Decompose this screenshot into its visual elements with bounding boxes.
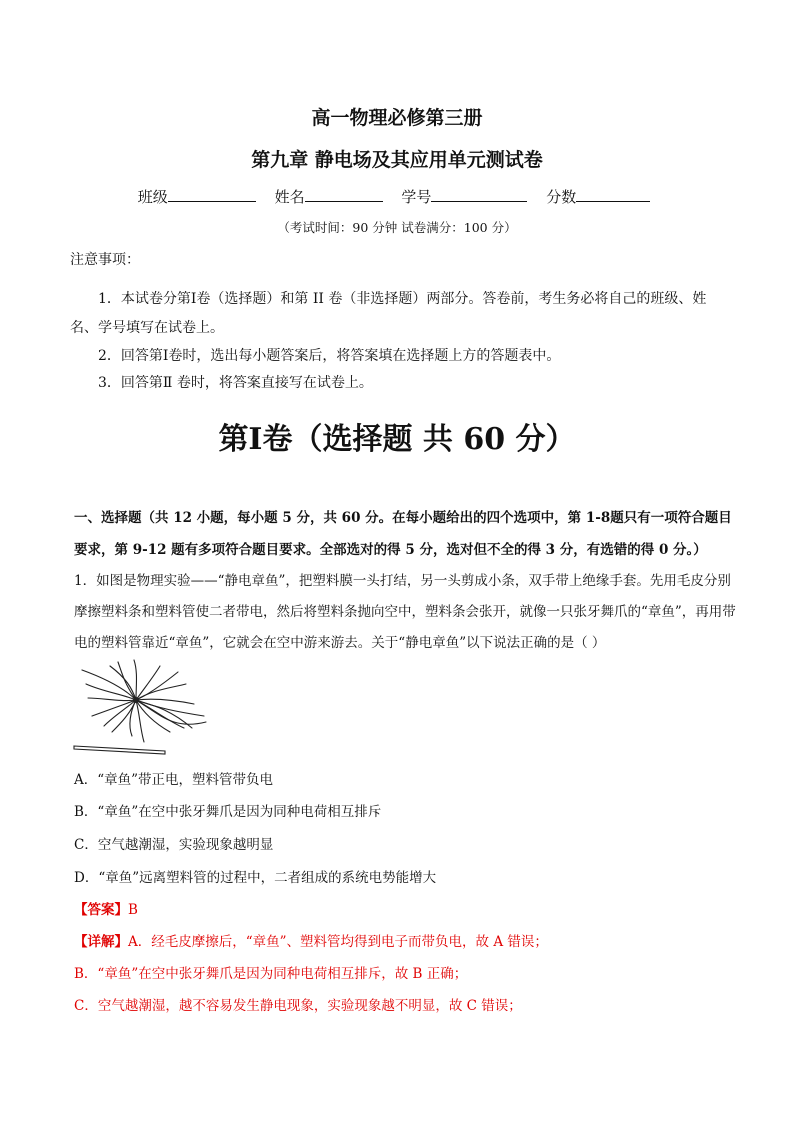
question-1-stem: 1．如图是物理实验——“静电章鱼”，把塑料膜一头打结，另一头剪成小条，双手带上绝缘手套。先用毛皮分别摩擦塑料条和塑料管使二者带电，然后将塑料条抛向空中，塑料条会张开，就像一只张牙舞爪的“章鱼”，再用带电的塑料管靠近“章鱼”，它就会在空中游来游去。关于“静电章鱼”以下说法正确的是（ ）: [74, 573, 736, 651]
option-a: A．“章鱼”带正电，塑料管带负电: [74, 772, 274, 788]
student-id-label: 学号: [401, 188, 432, 206]
note-item-1: 1．本试卷分第Ⅰ卷（选择题）和第 II 卷（非选择题）两部分。答卷前，考生务必将自己的班级、姓名、学号填写在试卷上。: [70, 291, 707, 336]
score-field[interactable]: [576, 186, 650, 202]
notes-heading: 注意事项：: [70, 252, 140, 268]
exam-info: （考试时间：90 分钟 试卷满分：100 分）: [277, 220, 517, 235]
explanation-a: A．经毛皮摩擦后，“章鱼”、塑料管均得到电子而带负电，故 A 错误；: [128, 934, 548, 950]
explanation-c: C．空气越潮湿，越不容易发生静电现象，实验现象越不明显，故 C 错误；: [74, 998, 522, 1014]
plastic-tube-figure: [72, 742, 172, 756]
answer-line: [74, 898, 138, 918]
student-info-fields: [0, 186, 794, 207]
answer-value: B: [128, 902, 138, 918]
answer-label: 【答案】: [74, 902, 128, 918]
explanation-label: 【详解】: [74, 934, 128, 950]
note-item-2: 2．回答第Ⅰ卷时，选出每小题答案后，将答案填在选择题上方的答题表中。: [98, 348, 561, 364]
explanation-b: B．“章鱼”在空中张牙舞爪是因为同种电荷相互排斥，故 B 正确；: [74, 966, 468, 982]
option-c: C．空气越潮湿，实验现象越明显: [74, 837, 274, 853]
section-heading: 一、选择题（共 12 小题，每小题 5 分，共 60 分。在每小题给出的四个选项中，第 1-8题只有一项符合题目要求，第 9-12 题有多项符合题目要求。全部选对的得 5 分，选对但不全的得 3 分，有选错的得 0 分。）: [74, 510, 732, 558]
name-field[interactable]: [305, 186, 383, 202]
part1-title: 第Ⅰ卷（选择题 共 60 分）: [218, 422, 576, 457]
explanation-line-a: [74, 930, 548, 950]
name-label: 姓名: [274, 188, 305, 206]
score-label: 分数: [546, 188, 577, 206]
option-d: D．“章鱼”远离塑料管的过程中，二者组成的系统电势能增大: [74, 870, 437, 886]
option-b: B．“章鱼”在空中张牙舞爪是因为同种电荷相互排斥: [74, 804, 382, 820]
class-label: 班级: [137, 188, 168, 206]
note-item-3: 3．回答第Ⅱ 卷时，将答案直接写在试卷上。: [98, 375, 373, 391]
exam-title: 高一物理必修第三册: [311, 107, 483, 129]
class-field[interactable]: [168, 186, 256, 202]
student-id-field[interactable]: [431, 186, 527, 202]
exam-subtitle: 第九章 静电场及其应用单元测试卷: [251, 149, 543, 171]
